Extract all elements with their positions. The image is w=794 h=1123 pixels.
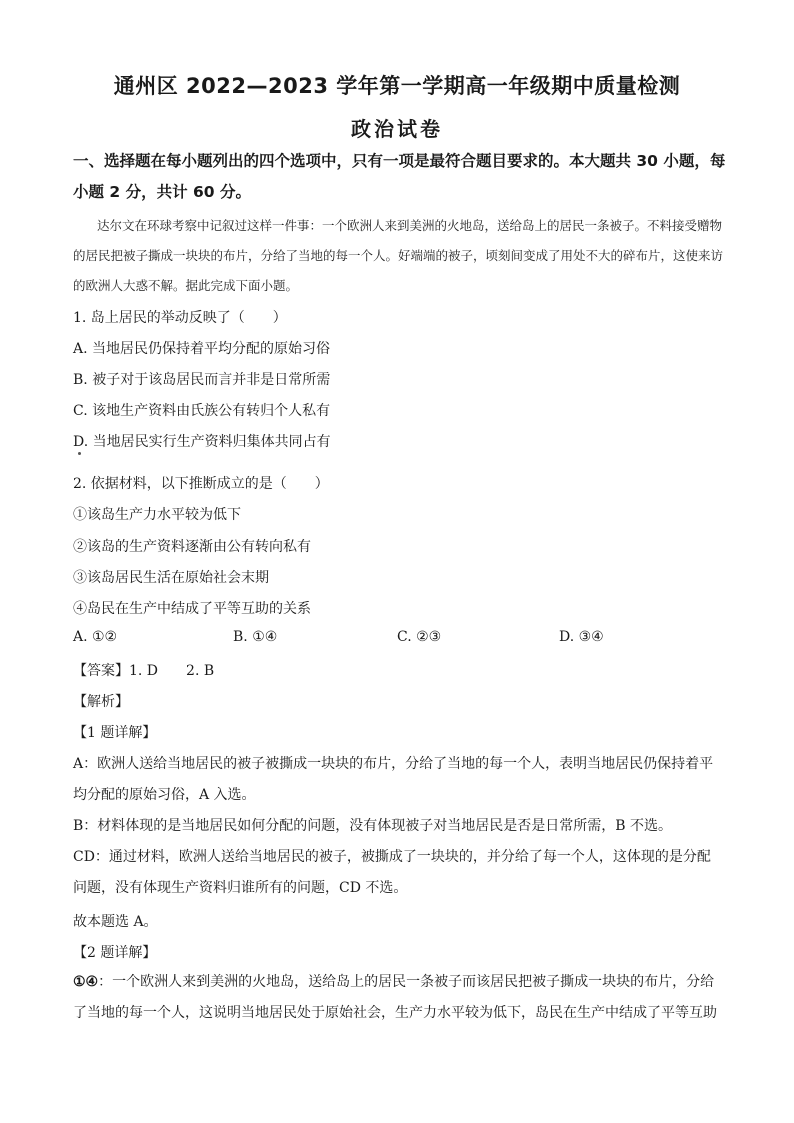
question-1-option-d: D. 当地居民实行生产资料归集体共同占有 bbox=[73, 434, 331, 450]
q2-explanation-text: ：一个欧洲人来到美洲的火地岛，送给岛上的居民一条被子而该居民把被子撕成一块块的布片，分给了当地的每一个人，这说明当地居民处于原始社会，生产力水平较为低下，岛民在生产中结成了平等互助 bbox=[73, 974, 717, 1021]
question-2-statement-2: ②该岛的生产资料逐渐由公有转向私有 bbox=[73, 539, 311, 555]
question-2-option-b: B. ①④ bbox=[233, 629, 278, 645]
question-2-statement-4: ④岛民在生产中结成了平等互助的关系 bbox=[73, 601, 311, 617]
q2-explanation-mark: ①④ bbox=[73, 974, 99, 990]
q1-detail-label: 【1 题详解】 bbox=[73, 725, 157, 741]
q1-explanation-cd: CD：通过材料，欧洲人送给当地居民的被子，被撕成了一块块的，并分给了每一个人，这体现的是分配问题，没有体现生产资料归谁所有的问题，CD 不选。 bbox=[73, 849, 711, 896]
question-1-option-c: C. 该地生产资料由氏族公有转归个人私有 bbox=[73, 403, 331, 419]
material-passage: 达尔文在环球考察中记叙过这样一件事：一个欧洲人来到美洲的火地岛，送给岛上的居民一条被子。不料接受赠物的居民把被子撕成一块块的布片，分给了当地的每一个人。好端端的被子，顷刻间变成了用处不大的碎布片，这使来访的欧洲人大惑不解。据此完成下面小题。 bbox=[73, 218, 724, 293]
q1-explanation-b: B：材料体现的是当地居民如何分配的问题，没有体现被子对当地居民是否是日常所需，B 不选。 bbox=[73, 818, 673, 834]
answer-line bbox=[73, 660, 214, 680]
exam-title: 通州区 2022—2023 学年第一学期高一年级期中质量检测 bbox=[113, 74, 681, 98]
q2-explanation bbox=[73, 967, 721, 1029]
question-1-option-a: A. 当地居民仍保持着平均分配的原始习俗 bbox=[73, 341, 331, 357]
stray-dot bbox=[78, 452, 81, 455]
section-instruction: 一、选择题在每小题列出的四个选项中，只有一项是最符合题目要求的。本大题共 30 小题，每小题 2 分，共计 60 分。 bbox=[73, 152, 726, 201]
answer-value: 1. D 2. B bbox=[129, 663, 215, 679]
question-2-option-c: C. ②③ bbox=[397, 629, 442, 645]
q2-detail-label: 【2 题详解】 bbox=[73, 945, 157, 961]
question-2-option-a: A. ①② bbox=[73, 629, 118, 645]
q1-conclusion: 故本题选 A。 bbox=[73, 914, 158, 930]
question-1-stem: 1. 岛上居民的举动反映了（ ） bbox=[73, 310, 287, 326]
question-2-stem: 2. 依据材料，以下推断成立的是（ ） bbox=[73, 476, 329, 492]
question-2-statement-3: ③该岛居民生活在原始社会末期 bbox=[73, 570, 269, 586]
exam-subtitle: 政治试卷 bbox=[351, 117, 443, 141]
question-2-option-d: D. ③④ bbox=[559, 629, 604, 645]
question-1-option-b: B. 被子对于该岛居民而言并非是日常所需 bbox=[73, 372, 331, 388]
question-2-statement-1: ①该岛生产力水平较为低下 bbox=[73, 507, 241, 523]
analysis-label: 【解析】 bbox=[73, 694, 129, 710]
q1-explanation-a: A：欧洲人送给当地居民的被子被撕成一块块的布片，分给了当地的每一个人，表明当地居民仍保持着平均分配的原始习俗，A 入选。 bbox=[73, 756, 714, 803]
answer-label: 【答案】 bbox=[73, 663, 129, 679]
